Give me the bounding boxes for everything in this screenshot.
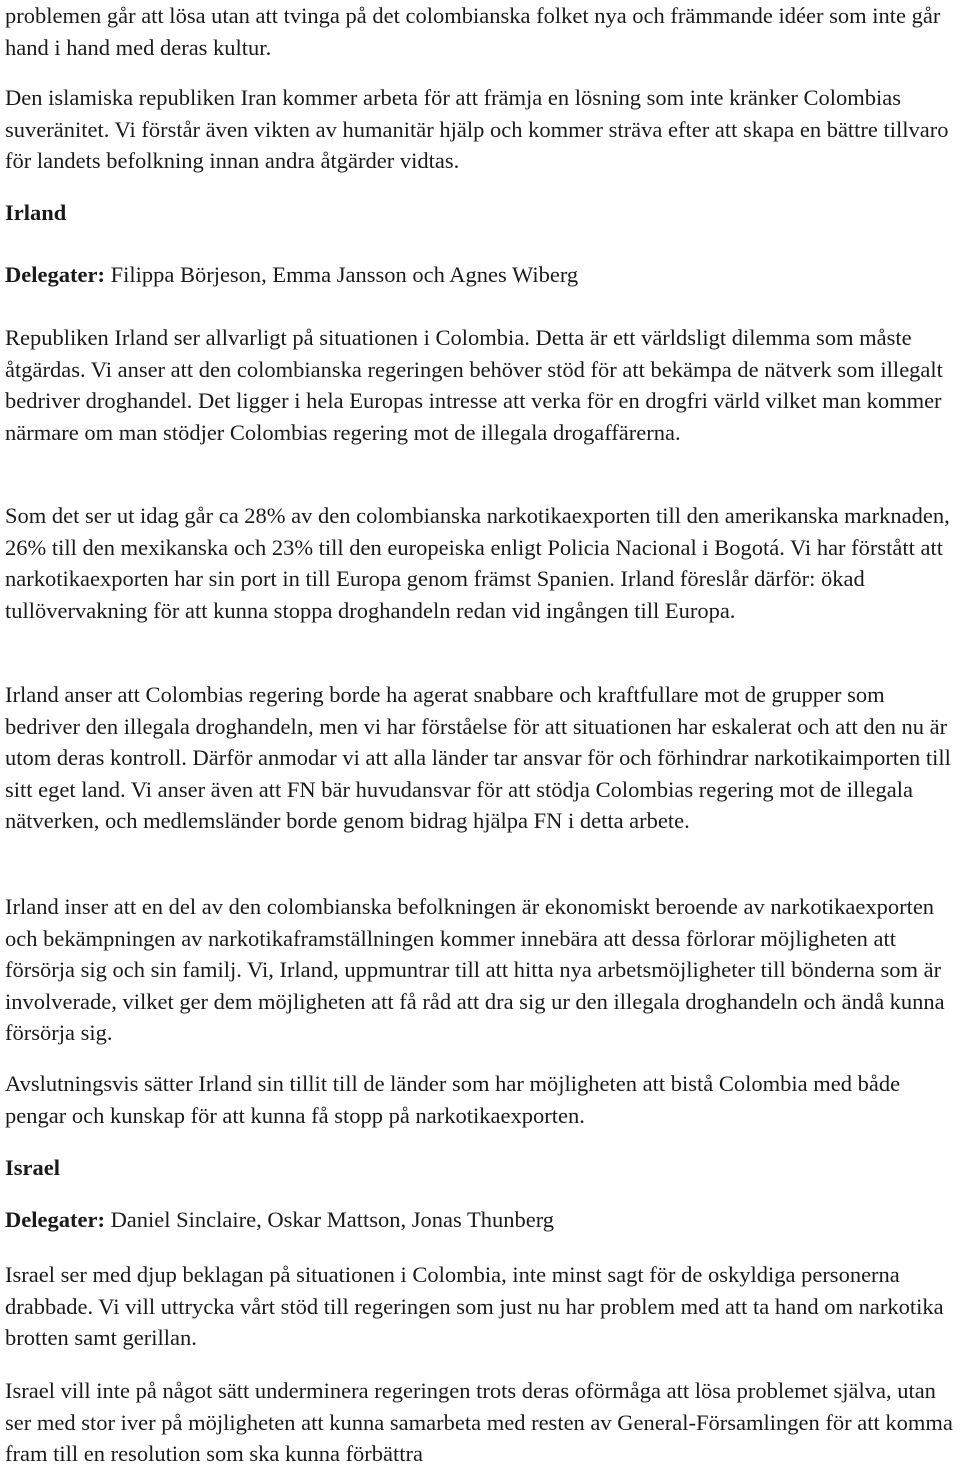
irland-paragraph-3: Irland anser att Colombias regering borde ha agerat snabbare och kraftfullare mot de grupper som bedriver den illegala droghandeln, men vi har förståelse för att situationen har eskalerat och att den nu är utom deras kontroll. Därför anmodar vi att alla länder tar ansvar för och förhindrar narkotikaimporten till sitt eget land. Vi anser även att FN bär huvudansvar för att stödja Colombias regering mot de illegala nätverken, och medlemsländer borde genom bidrag hjälpa FN i detta arbete. [5,682,951,833]
irland-paragraph-4: Irland inser att en del av den colombianska befolkningen är ekonomiskt beroende av narkotikaexporten och bekämpningen av narkotikaframställningen kommer innebära att dessa förlorar möjligheten att försörja sig och sin familj. Vi, Irland, uppmuntrar till att hitta nya arbetsmöjligheter till bönderna som är involverade, vilket ger dem möjligheten att få råd att dra sig ur den illegala droghandeln och ändå kunna försörja sig. [5,894,945,1045]
delegates-names: Filippa Börjeson, Emma Jansson och Agnes Wiberg [110,262,579,287]
intro-paragraph-2: Den islamiska republiken Iran kommer arbeta för att främja en lösning som inte kränker Colombias suveränitet. Vi förstår även vikten av humanitär hjälp och kommer sträva efter att skapa en bättre tillvaro för landets befolkning innan andra åtgärder vidtas. [5,85,949,173]
israel-paragraph-1: Israel ser med djup beklagan på situationen i Colombia, inte minst sagt för de oskyldiga personerna drabbade. Vi vill uttrycka vårt stöd till regeringen som just nu har problem med att ta hand om narkotika brotten samt gerillan. [5,1262,944,1350]
section-heading-israel: Israel [5,1155,60,1180]
delegates-names: Daniel Sinclaire, Oskar Mattson, Jonas Thunberg [110,1207,555,1232]
israel-paragraph-2: Israel vill inte på något sätt underminera regeringen trots deras oförmåga att lösa problemet själva, utan ser med stor iver på möjligheten att kunna samarbeta med resten av General-Församlingen för att komma fram till en resolution som ska kunna förbättra [5,1378,953,1466]
irland-paragraph-5: Avslutningsvis sätter Irland sin tillit till de länder som har möjligheten att bistå Colombia med både pengar och kunskap för att kunna få stopp på narkotikaexporten. [5,1071,901,1128]
intro-paragraph-1: problemen går att lösa utan att tvinga på det colombianska folket nya och främmande idéer som inte går hand i hand med deras kultur. [5,3,941,60]
section-heading-irland: Irland [5,200,67,225]
delegates-line-israel [5,1204,957,1236]
delegates-label: Delegater: [5,262,105,287]
irland-paragraph-2: Som det ser ut idag går ca 28% av den colombianska narkotikaexporten till den amerikanska marknaden, 26% till den mexikanska och 23% till den europeiska enligt Policia Nacional i Bogotá. Vi har förstått att narkotikaexporten har sin port in till Europa genom främst Spanien. Irland föreslår därför: ökad tullövervakning för att kunna stoppa droghandeln redan vid ingången till Europa. [5,503,950,623]
irland-paragraph-1: Republiken Irland ser allvarligt på situationen i Colombia. Detta är ett världsligt dilemma som måste åtgärdas. Vi anser att den colombianska regeringen behöver stöd för att bekämpa de nätverk som illegalt bedriver droghandel. Det ligger i hela Europas intresse att verka för en drogfri värld vilket man kommer närmare om man stödjer Colombias regering mot de illegala drogaffärerna. [5,325,943,445]
delegates-line-irland [5,259,957,291]
delegates-label: Delegater: [5,1207,105,1232]
